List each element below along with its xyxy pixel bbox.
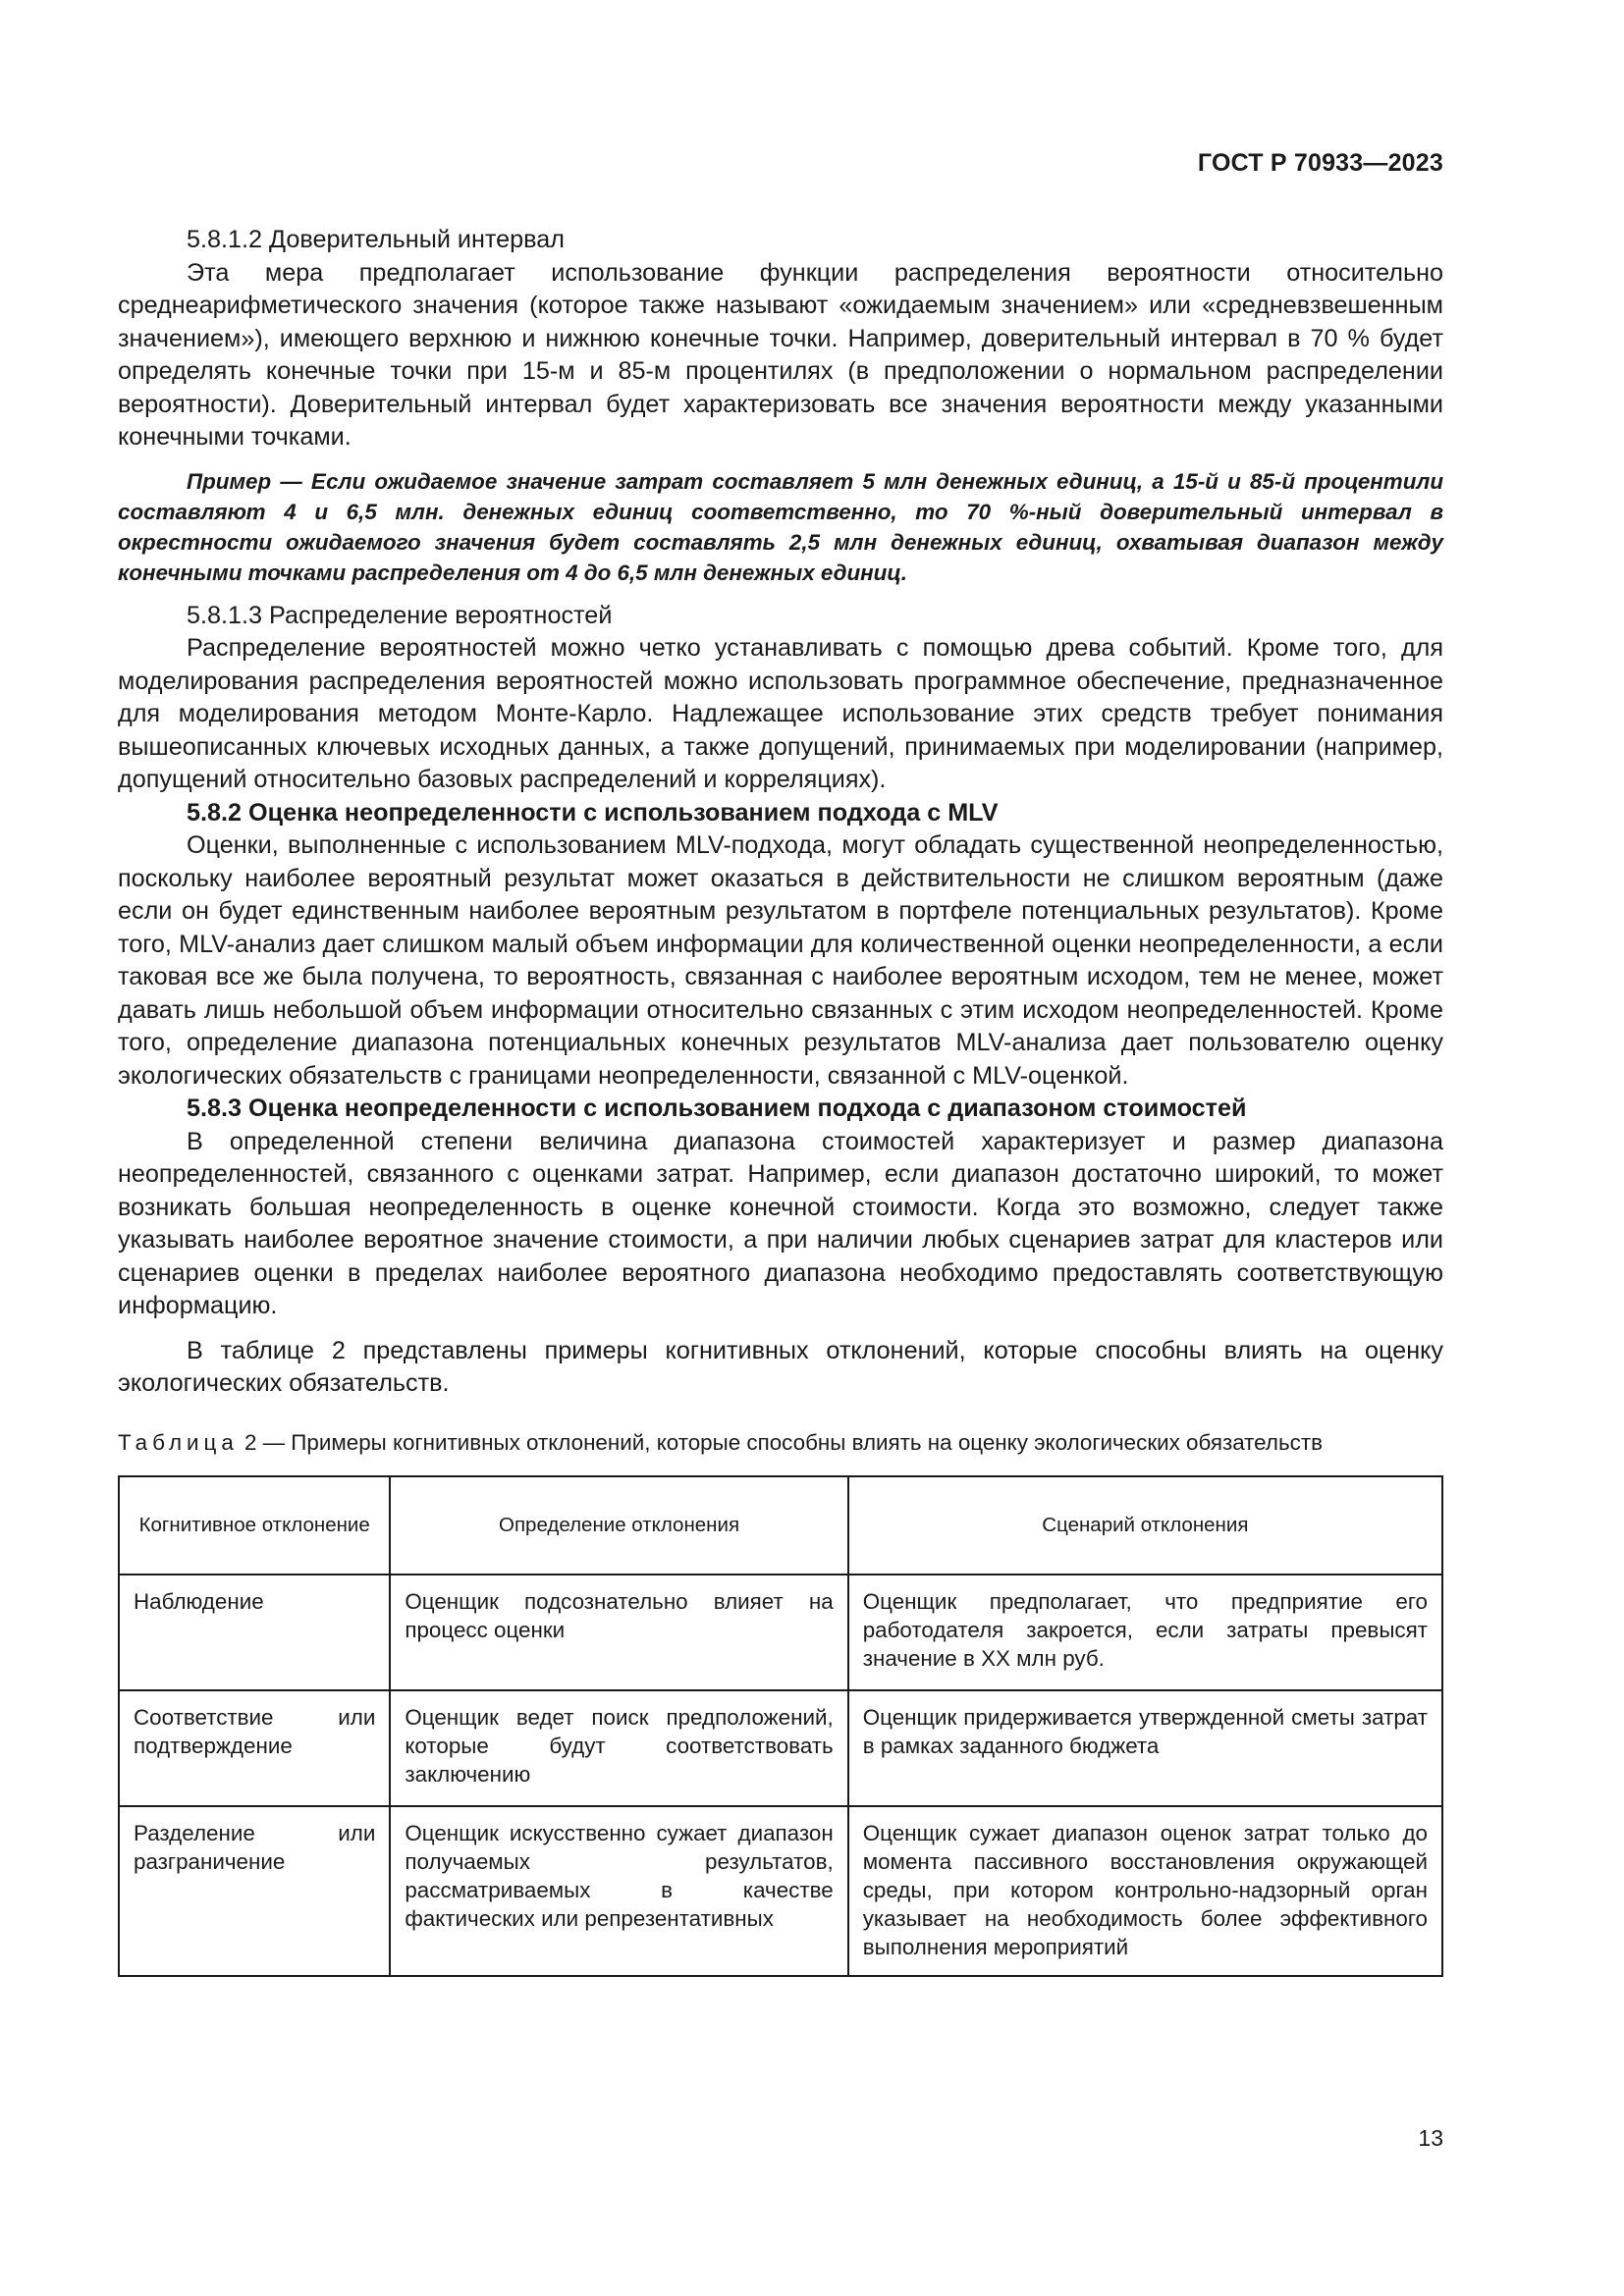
document-body: [118, 224, 1443, 1977]
column-header: Сценарий отклонения: [848, 1476, 1442, 1575]
column-header: Когнитивное отклонение: [119, 1476, 390, 1575]
table-header-row: [119, 1476, 1442, 1575]
section-5-8-3-text-2: В таблице 2 представлены примеры когнитивных отклонений, которые способны влиять на оценку экологических обязательств.: [118, 1336, 1443, 1397]
section-5-8-3-title: 5.8.3 Оценка неопределенности с использованием подхода с диапазоном стоимостей: [187, 1095, 1247, 1122]
table-row: [119, 1806, 1442, 1976]
section-5-8-1-2-text: Эта мера предполагает использование функции распределения вероятности относительно среднеарифметического значения (которое также называют «ожидаемым значением» или «средневзвешенным значением»), имеющего верхнюю и нижнюю конечные точки. Например, доверительный интервал в 70 % будет определять конечные точки при 15-м и 85-м процентилях (в предположении о нормальном распределении вероятности). Доверительный интервал будет характеризовать все значения вероятности между указанными конечными точками.: [118, 258, 1443, 451]
table-cell: Оценщик сужает диапазон оценок затрат только до момента пассивного восстановления окружающей среды, при котором контрольно-надзорный орган указывает на необходимость более эффективного выполнения мероприятий: [848, 1806, 1442, 1976]
table-cell: Оценщик ведет поиск предположений, которые будут соответствовать заключению: [390, 1690, 847, 1806]
bias-table: [118, 1475, 1443, 1977]
table-cell: Оценщик придерживается утвержденной сметы затрат в рамках заданного бюджета: [848, 1690, 1442, 1806]
column-header: Определение отклонения: [390, 1476, 847, 1575]
section-5-8-1-3-text: Распределение вероятностей можно четко устанавливать с помощью древа событий. Кроме того, для моделирования распределения вероятностей можно использовать программное обеспечение, предназначенное для моделирования методом Монте-Карло. Надлежащее использование этих средств требует понимания вышеописанных ключевых исходных данных, а также допущений, принимаемых при моделировании (например, допущений относительно базовых распределений и корреляциях).: [118, 634, 1443, 793]
section-5-8-2-title: 5.8.2 Оценка неопределенности с использованием подхода с MLV: [187, 798, 999, 827]
table-row: [119, 1690, 1442, 1806]
table-caption-text: 2 — Примеры когнитивных отклонений, которые способны влиять на оценку экологических обязательств: [238, 1429, 1323, 1455]
table-cell: Оценщик предполагает, что предприятие его работодателя закроется, если затраты превысят значение в ХХ млн руб.: [848, 1575, 1442, 1690]
table-cell: Наблюдение: [119, 1575, 390, 1690]
table-caption-label: Таблица: [118, 1429, 239, 1455]
table-cell: Оценщик подсознательно влияет на процесс оценки: [390, 1575, 847, 1690]
document-code: ГОСТ Р 70933—2023: [1197, 149, 1443, 177]
example-note: Пример — Если ожидаемое значение затрат составляет 5 млн денежных единиц, а 15-й и 85-й процентили составляют 4 и 6,5 млн. денежных единиц соответственно, то 70 %-ный доверительный интервал в окрестности ожидаемого значения будет составлять 2,5 млн денежных единиц, охватывая диапазон между конечными точками распределения от 4 до 6,5 млн денежных единиц.: [118, 468, 1443, 585]
table-caption: [118, 1428, 1443, 1458]
table-cell: Оценщик искусственно сужает диапазон получаемых результатов, рассматриваемых в качестве фактических или репрезентативных: [390, 1806, 847, 1976]
section-5-8-1-2-title: 5.8.1.2 Доверительный интервал: [187, 226, 565, 253]
table-cell: Соответствие или подтверждение: [119, 1690, 390, 1806]
section-5-8-1-3-title: 5.8.1.3 Распределение вероятностей: [187, 601, 613, 629]
table-row: [119, 1575, 1442, 1690]
table-cell: Разделение или разграничение: [119, 1806, 390, 1976]
section-5-8-2-text: Оценки, выполненные с использованием MLV-подхода, могут обладать существенной неопределенностью, поскольку наиболее вероятный результат может оказаться в действительности не слишком вероятным (даже если он будет единственным наиболее вероятным результатом в портфеле потенциальных результатов). Кроме того, MLV-анализ дает слишком малый объем информации для количественной оценки неопределенности, а если таковая все же была получена, то вероятность, связанная с наиболее вероятным исходом, тем не менее, может давать лишь небольшой объем информации относительно связанных с этим исходом неопределенностей. Кроме того, определение диапазона потенциальных конечных результатов MLV-анализа дает пользователю оценку экологических обязательств с границами неопределенности, связанной с MLV-оценкой.: [118, 831, 1443, 1090]
section-5-8-3-text: В определенной степени величина диапазона стоимостей характеризует и размер диапазона неопределенностей, связанного с оценками затрат. Например, если диапазон достаточно широкий, то может возникать большая неопределенность в оценке конечной стоимости. Когда это возможно, следует также указывать наиболее вероятное значение стоимости, а при наличии любых сценариев затрат для кластеров или сценариев оценки в пределах наиболее вероятного диапазона необходимо предоставлять соответствующую информацию.: [118, 1127, 1443, 1319]
page-number: 13: [1418, 2125, 1443, 2151]
